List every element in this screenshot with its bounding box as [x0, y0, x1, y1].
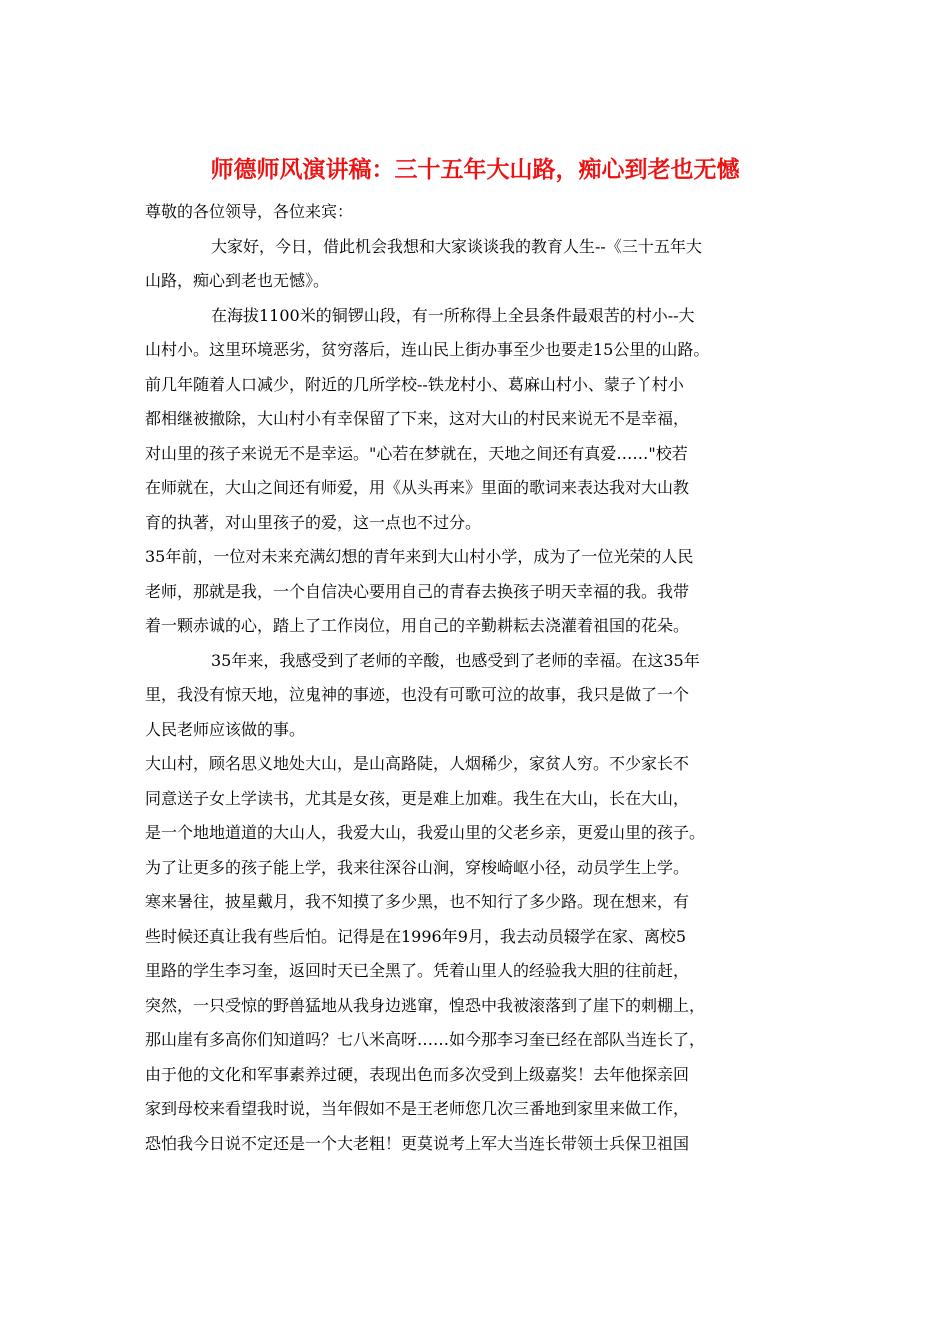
- text-line: 在师就在，大山之间还有师爱，用《从头再来》里面的歌词来表达我对大山教: [145, 478, 690, 497]
- text-line: 同意送子女上学读书，尤其是女孩，更是难上加难。我生在大山，长在大山，: [145, 788, 690, 808]
- text-line: 35年前，一位对未来充满幻想的青年来到大山村小学，成为了一位光荣的人民: [145, 547, 694, 566]
- text-line: 里路的学生李习奎，返回时天已全黑了。凭着山里人的经验我大胆的往前赶，: [145, 961, 690, 980]
- text-line: 寒来暑往，披星戴月，我不知摸了多少黑，也不知行了多少路。现在想来，有: [145, 892, 690, 911]
- text-line: 恐怕我今日说不定还是一个大老粗！更莫说考上军大当连长带领士兵保卫祖国: [145, 1133, 690, 1153]
- text-line: 35年来，我感受到了老师的辛酸，也感受到了老师的幸福。在这35年: [211, 650, 700, 670]
- text-line: 都相继被撤除，大山村小有幸保留了下来，这对大山的村民来说无不是幸福，: [145, 409, 690, 428]
- text-line: 人民老师应该做的事。: [145, 719, 306, 739]
- text-line: 为了让更多的孩子能上学，我来往深谷山涧，穿梭崎岖小径，动员学生上学。: [145, 857, 690, 877]
- text-line: 是一个地地道道的大山人，我爱大山，我爱山里的父老乡亲，更爱山里的孩子。: [145, 823, 706, 842]
- text-line: 育的执著，对山里孩子的爱，这一点也不过分。: [145, 512, 482, 532]
- text-line: 老师，那就是我，一个自信决心要用自己的青春去换孩子明天幸福的我。我带: [145, 581, 690, 601]
- text-line: 里，我没有惊天地，泣鬼神的事迹，也没有可歌可泣的故事，我只是做了一个: [145, 685, 690, 704]
- text-line: 尊敬的各位领导，各位来宾：: [145, 202, 354, 221]
- text-line: 着一颗赤诚的心，踏上了工作岗位，用自己的辛勤耕耘去浇灌着祖国的花朵。: [145, 616, 690, 635]
- text-line: 大山村，顾名思义地处大山，是山高路陡，人烟稀少，家贫人穷。不少家长不: [145, 754, 690, 773]
- text-line: 突然，一只受惊的野兽猛地从我身边逃窜，惶恐中我被滚落到了崖下的刺棚上，: [145, 995, 706, 1015]
- text-line: 由于他的文化和军事素养过硬，表现出色而多次受到上级嘉奖！去年他探亲回: [145, 1064, 690, 1084]
- document-title: 师德师风演讲稿：三十五年大山路，痴心到老也无憾: [210, 156, 740, 183]
- text-line: 大家好，今日，借此机会我想和大家谈谈我的教育人生--《三十五年大: [211, 236, 702, 256]
- text-line: 些时候还真让我有些后怕。记得是在1996年9月，我去动员辍学在家、离校5: [145, 926, 687, 946]
- document-body: [145, 195, 815, 1161]
- text-line: 山村小。这里环境恶劣，贫穷落后，连山民上街办事至少也要走15公里的山路。: [145, 340, 710, 359]
- text-line: 对山里的孩子来说无不是幸运。"心若在梦就在，天地之间还有真爱……"校若: [145, 443, 688, 463]
- text-line: 山路，痴心到老也无憾》。: [145, 271, 330, 290]
- text-line: 在海拔1100米的铜锣山段，有一所称得上全县条件最艰苦的村小--大: [211, 305, 695, 325]
- text-line: 家到母校来看望我时说，当年假如不是王老师您几次三番地到家里来做工作，: [145, 1099, 690, 1118]
- text-line: 前几年随着人口减少，附近的几所学校--铁龙村小、葛麻山村小、蒙子丫村小: [145, 374, 684, 394]
- text-line: 那山崖有多高你们知道吗？七八米高呀……如今那李习奎已经在部队当连长了，: [145, 1030, 706, 1049]
